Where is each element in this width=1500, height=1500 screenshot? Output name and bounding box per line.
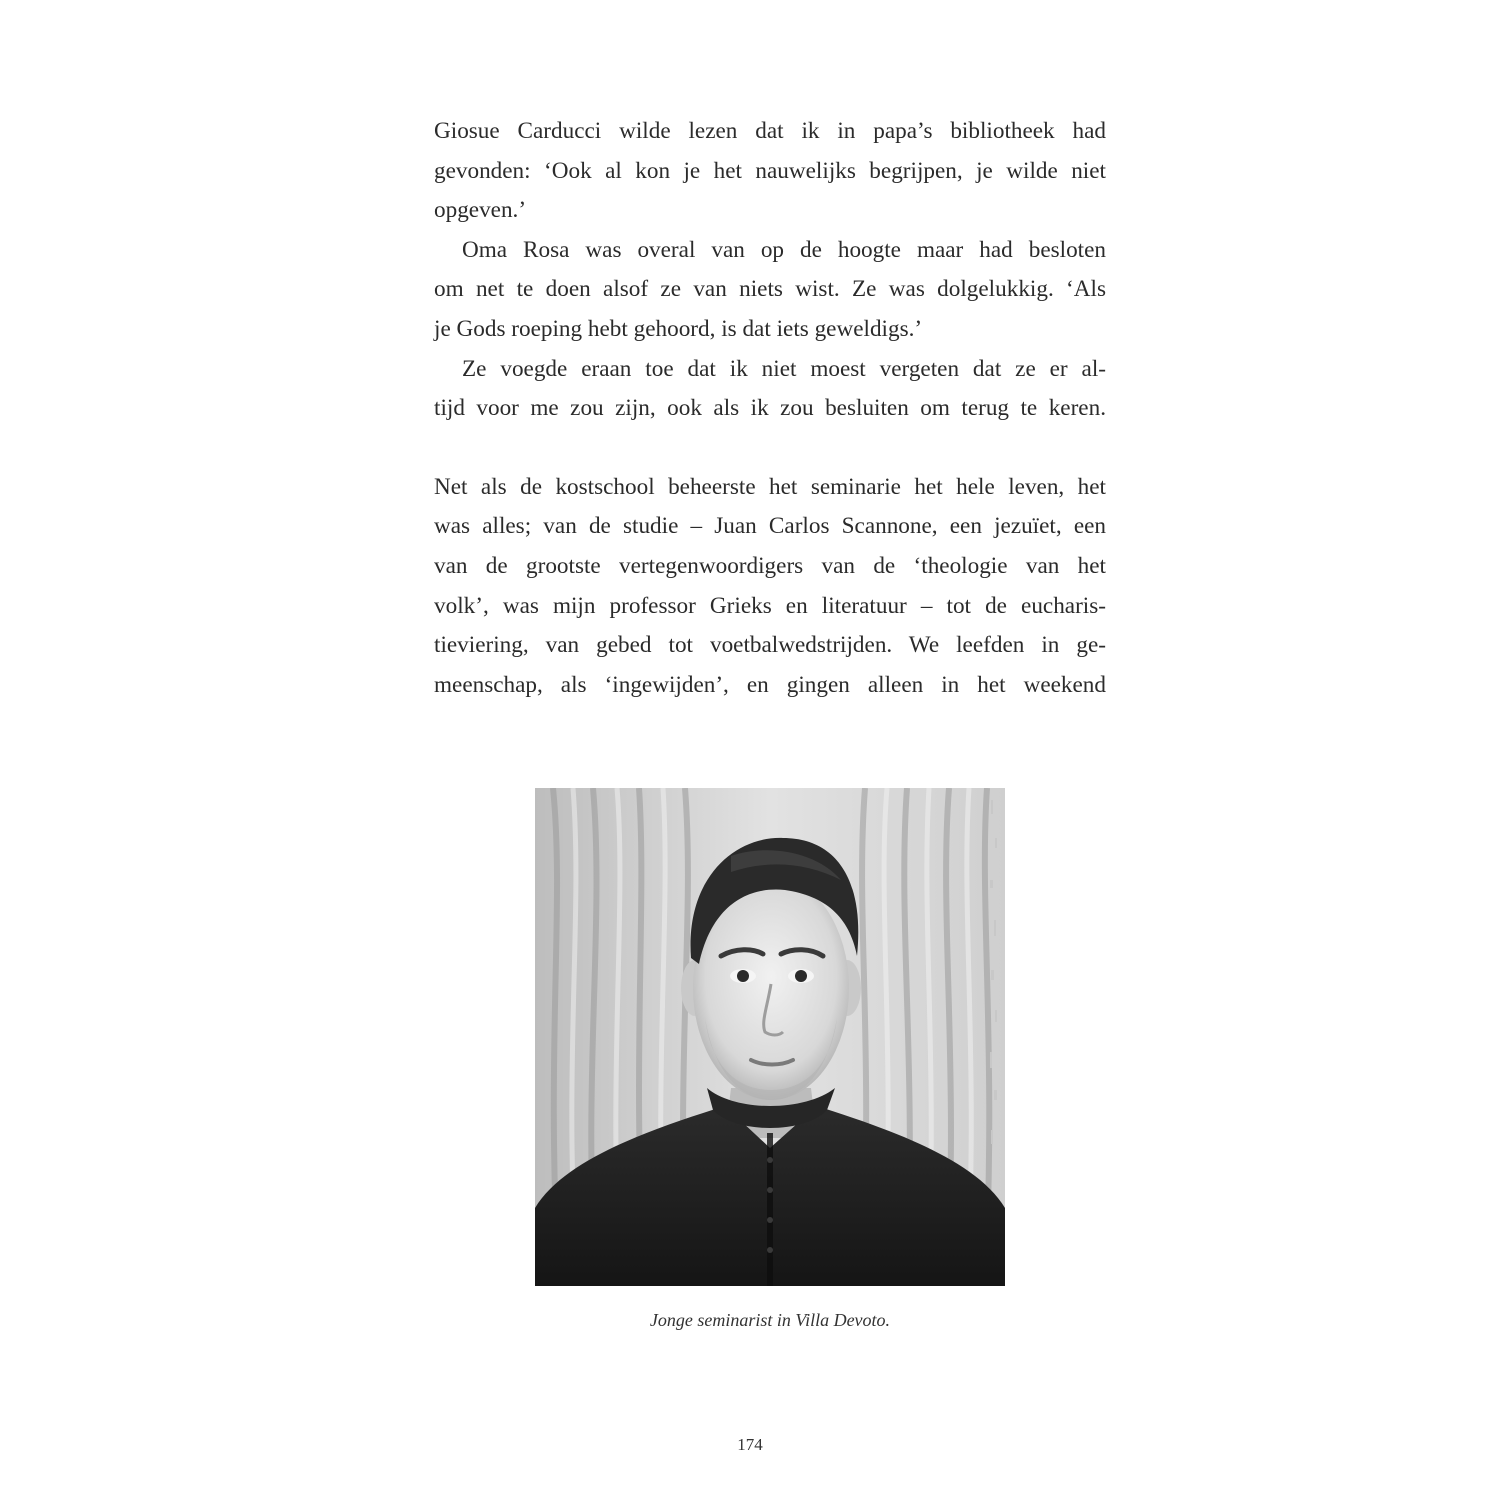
text-line: tijd voor me zou zijn, ook als ik zou besluiten om terug te keren. xyxy=(434,395,1106,422)
text-line: volk’, was mijn professor Grieks en literatuur – tot de eucharis- xyxy=(434,592,1106,619)
text-line: Oma Rosa was overal van op de hoogte maar had besloten xyxy=(462,236,1106,263)
text-line: meenschap, als ‘ingewijden’, en gingen alleen in het weekend xyxy=(434,671,1106,698)
paragraph-3 xyxy=(434,350,1106,429)
paragraph-4 xyxy=(434,468,1106,706)
text-line: was alles; van de studie – Juan Carlos Scannone, een jezuïet, een xyxy=(434,513,1106,540)
text-line: van de grootste vertegenwoordigers van de ‘theologie van het xyxy=(434,552,1106,579)
text-line: Giosue Carducci wilde lezen dat ik in papa’s bibliotheek had xyxy=(434,118,1106,144)
portrait-illustration xyxy=(535,788,1005,1286)
text-line: Ze voegde eraan toe dat ik niet moest vergeten dat ze er al- xyxy=(462,355,1106,382)
photo-caption: Jonge seminarist in Villa Devoto. xyxy=(649,1310,891,1330)
page-number: 174 xyxy=(737,1435,763,1454)
text-line: je Gods roeping hebt gehoord, is dat iets geweldigs.’ xyxy=(434,315,923,342)
text-line: opgeven.’ xyxy=(434,197,527,224)
text-line: om net te doen alsof ze van niets wist. Ze was dolgelukkig. ‘Als xyxy=(434,276,1106,303)
bleed-through-marks xyxy=(985,790,1005,1160)
paragraph-1 xyxy=(434,112,1106,231)
paragraph-2 xyxy=(434,231,1106,350)
text-line: Net als de kostschool beheerste het seminarie het hele leven, het xyxy=(434,473,1106,500)
seminarist-photo xyxy=(535,788,1005,1286)
body-text xyxy=(434,112,1106,705)
text-line: tieviering, van gebed tot voetbalwedstrijden. We leefden in ge- xyxy=(434,632,1106,659)
text-line: gevonden: ‘Ook al kon je het nauwelijks begrijpen, je wilde niet xyxy=(434,157,1106,184)
